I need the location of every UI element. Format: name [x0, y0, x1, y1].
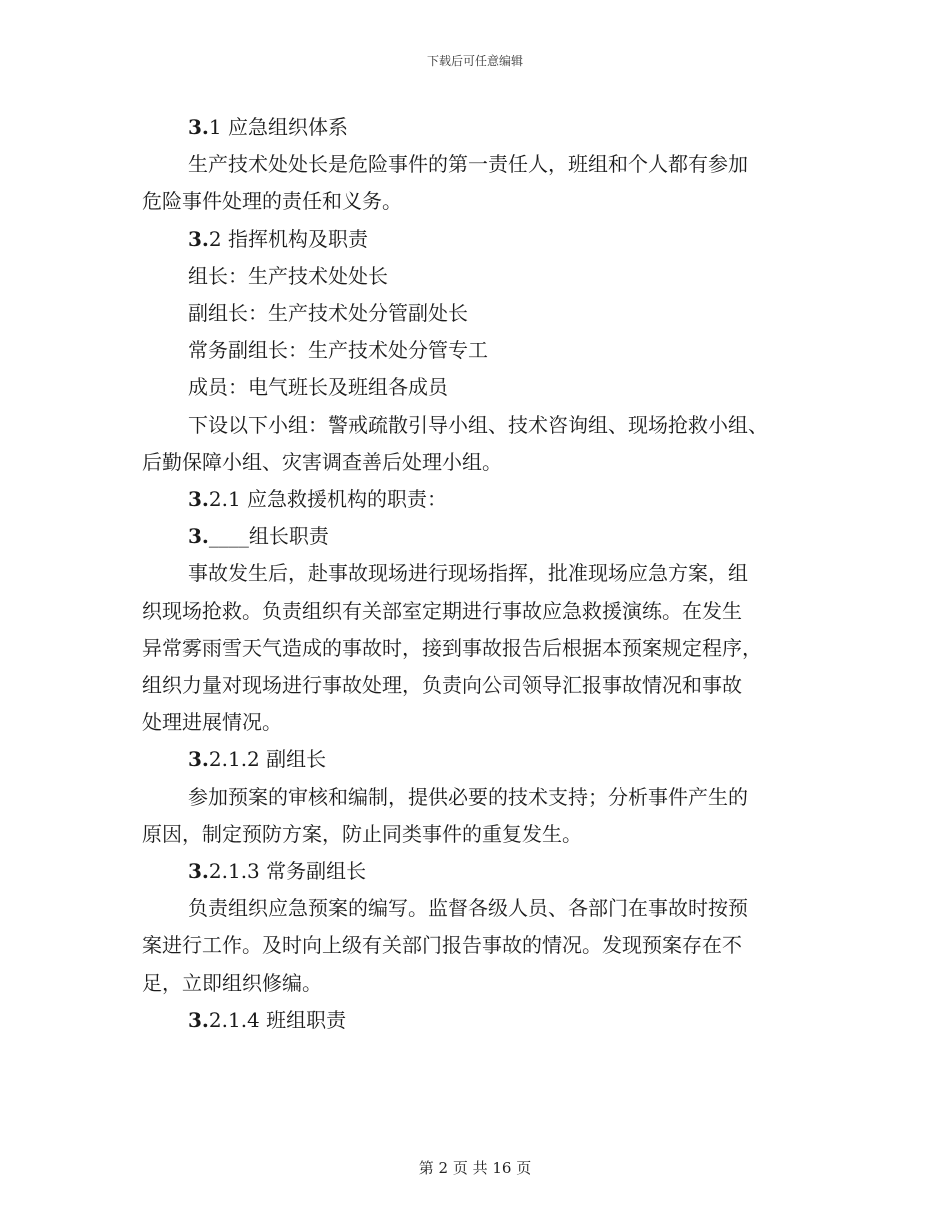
section-heading-leader: 3.____组长职责 — [188, 524, 329, 549]
paragraph-line: 组织力量对现场进行事故处理，负责向公司领导汇报事故情况和事故 — [142, 673, 742, 698]
paragraph-line: 织现场抢救。负责组织有关部室定期进行事故应急救援演练。在发生 — [142, 598, 742, 623]
paragraph-line: 负责组织应急预案的编写。监督各级人员、各部门在事故时按预 — [188, 896, 748, 921]
document-body — [142, 109, 812, 1039]
section-heading-3-1: 3.1 应急组织体系 — [188, 115, 348, 139]
paragraph-line: 组长：生产技术处处长 — [188, 263, 388, 288]
paragraph-line: 生产技术处处长是危险事件的第一责任人，班组和个人都有参加 — [188, 152, 748, 177]
paragraph-line: 足，立即组织修编。 — [142, 970, 322, 995]
section-heading-3-2-1-4: 3.2.1.4 班组职责 — [188, 1007, 347, 1032]
page-footer: 第 2 页 共 16 页 — [418, 1159, 532, 1177]
paragraph-line: 原因，制定预防方案，防止同类事件的重复发生。 — [142, 821, 582, 846]
paragraph-line: 处理进展情况。 — [142, 710, 282, 735]
paragraph-line: 事故发生后，赴事故现场进行现场指挥，批准现场应急方案，组 — [188, 561, 748, 586]
paragraph-line: 案进行工作。及时向上级有关部门报告事故的情况。发现预案存在不 — [142, 933, 742, 958]
paragraph-line: 危险事件处理的责任和义务。 — [142, 189, 402, 214]
paragraph-line: 参加预案的审核和编制，提供必要的技术支持；分析事件产生的 — [188, 784, 748, 809]
paragraph-line: 副组长：生产技术处分管副处长 — [188, 301, 468, 326]
section-heading-3-2-1: 3.2.1 应急救援机构的职责： — [188, 487, 448, 512]
section-heading-3-2-1-3: 3.2.1.3 常务副组长 — [188, 859, 367, 884]
paragraph-line: 常务副组长：生产技术处分管专工 — [188, 338, 488, 363]
paragraph-line: 下设以下小组：警戒疏散引导小组、技术咨询组、现场抢救小组、 — [188, 412, 768, 437]
paragraph-line: 异常雾雨雪天气造成的事故时，接到事故报告后根据本预案规定程序， — [142, 635, 762, 660]
page-header: 下载后可任意编辑 — [426, 54, 523, 68]
section-heading-3-2: 3.2 指挥机构及职责 — [188, 226, 368, 251]
paragraph-line: 成员：电气班长及班组各成员 — [188, 375, 448, 400]
section-heading-3-2-1-2: 3.2.1.2 副组长 — [188, 747, 327, 772]
paragraph-line: 后勤保障小组、灾害调查善后处理小组。 — [142, 449, 502, 474]
